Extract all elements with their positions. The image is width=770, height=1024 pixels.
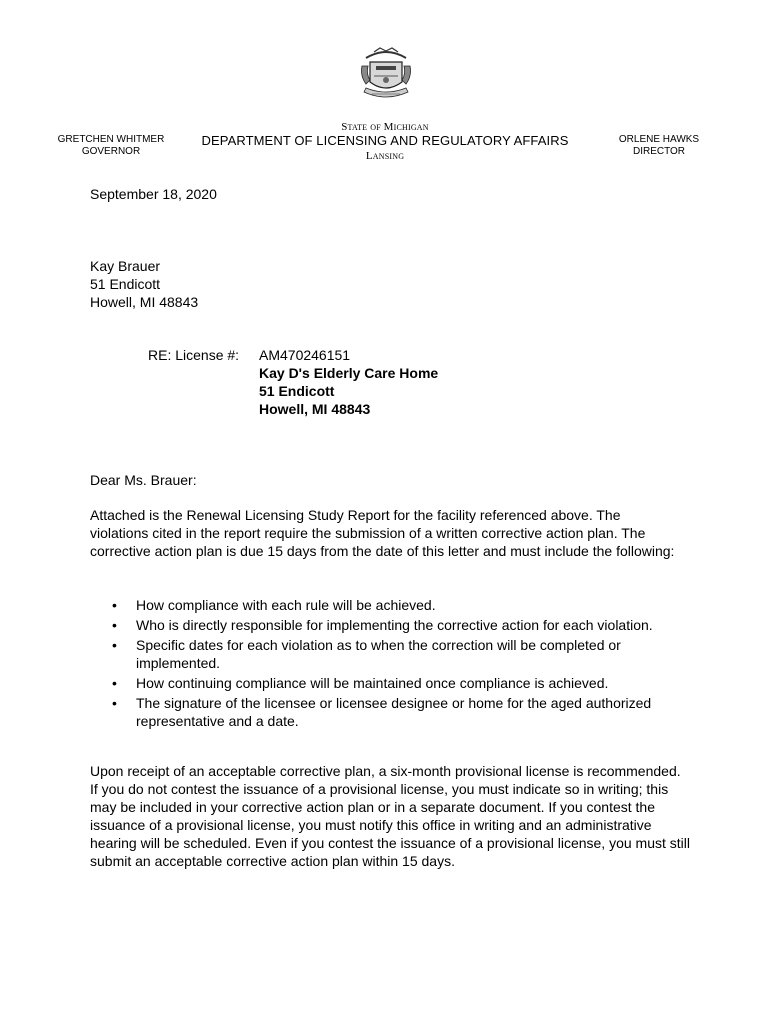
state-seal-icon bbox=[356, 44, 416, 106]
state-prefix: State of bbox=[341, 121, 381, 133]
list-item: • The signature of the licensee or licensee designee or home for the aged authorized representative and a date. bbox=[112, 695, 652, 729]
bullet-icon: • bbox=[112, 695, 117, 711]
bullet-icon: • bbox=[112, 597, 117, 613]
intro-paragraph: Attached is the Renewal Licensing Study Report for the facility referenced above. The violations cited in the report require the submission of a written corrective action plan. The corrective action plan is due 15 days from the date of this letter and must include the following: bbox=[90, 507, 675, 559]
license-number: AM470246151 bbox=[259, 347, 351, 363]
salutation: Dear Ms. Brauer: bbox=[90, 472, 197, 488]
recipient-line: Howell, MI 48843 bbox=[90, 294, 199, 310]
requirements-list bbox=[112, 596, 672, 732]
list-item: • How continuing compliance will be maintained once compliance is achieved. bbox=[112, 675, 609, 691]
city-heading: Lansing bbox=[365, 150, 405, 162]
director-block bbox=[594, 134, 724, 158]
bullet-icon: • bbox=[112, 617, 117, 633]
recipient-line: 51 Endicott bbox=[90, 276, 161, 292]
director-name: ORLENE HAWKS bbox=[618, 134, 700, 145]
letter-date: September 18, 2020 bbox=[90, 186, 217, 202]
bullet-icon: • bbox=[112, 637, 117, 653]
facility-street: 51 Endicott bbox=[259, 383, 335, 399]
list-item: • Who is directly responsible for implementing the corrective action for each violation. bbox=[112, 617, 653, 633]
governor-title: GOVERNOR bbox=[81, 146, 141, 157]
director-title: DIRECTOR bbox=[632, 146, 686, 157]
recipient-address bbox=[90, 257, 690, 311]
closing-paragraph: Upon receipt of an acceptable corrective plan, a six-month provisional license is recommended. If you do not contest the issuance of a provisional license, you must indicate so in writing; this may be included in your corrective action plan or in a separate document. If you contest the issuance of a provisional license, you must notify this office in writing and an administrative hearing will be scheduled. Even if you contest the issuance of a provisional license, you must still submit an acceptable corrective action plan within 15 days. bbox=[90, 763, 690, 869]
re-block bbox=[259, 346, 438, 418]
re-label: RE: License #: bbox=[148, 347, 240, 363]
department-title: DEPARTMENT OF LICENSING AND REGULATORY AFFAIRS bbox=[201, 133, 569, 148]
list-item: • How compliance with each rule will be achieved. bbox=[112, 597, 436, 613]
recipient-line: Kay Brauer bbox=[90, 258, 161, 274]
governor-name: GRETCHEN WHITMER bbox=[57, 134, 165, 145]
bullet-icon: • bbox=[112, 675, 117, 691]
governor-block bbox=[46, 134, 176, 158]
facility-name: Kay D's Elderly Care Home bbox=[259, 365, 439, 381]
state-heading bbox=[0, 121, 770, 133]
list-item: • Specific dates for each violation as to when the correction will be completed or implemented. bbox=[112, 637, 621, 671]
facility-city: Howell, MI 48843 bbox=[259, 401, 371, 417]
state-name: Michigan bbox=[383, 121, 429, 133]
